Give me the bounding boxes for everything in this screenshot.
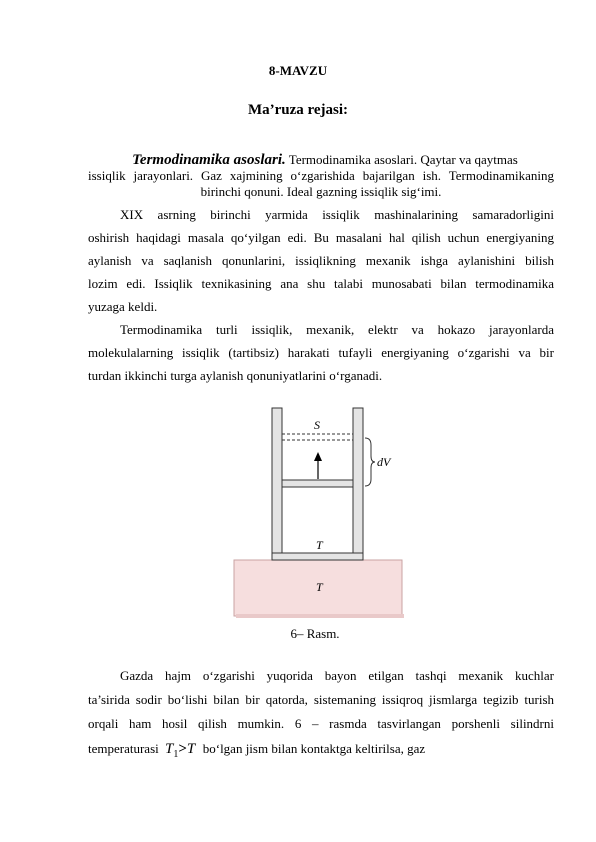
paragraph-line: molekulalarning issiqlik (tartibsiz) harakati tufayli energiyaning o‘zgarishi va bir — [88, 345, 554, 360]
paragraph-line: XIX asrning birinchi yarmida issiqlik mashinalarining samaradorligini — [120, 207, 554, 222]
formula-greater: > — [178, 741, 187, 757]
summary-lead: Termodinamika asoslari. — [132, 152, 286, 168]
summary-line-1 — [88, 152, 554, 168]
cylinder-left-wall — [272, 408, 282, 560]
paragraph-1 — [88, 203, 554, 318]
topic-heading: 8-MAVZU — [268, 63, 328, 78]
figure-caption: 6– Rasm. — [290, 626, 340, 641]
paragraph-2 — [88, 318, 554, 387]
summary-line-2: issiqlik jarayonlari. Gaz xajmining o‘zgarishida bajarilgan ish. Termodinamikaning — [88, 168, 554, 183]
paragraph-line: Gazda hajm o‘zgarishi yuqorida bayon etilgan tashqi mexanik kuchlar — [120, 668, 554, 683]
summary-line1-rest: Termodinamika asoslari. Qaytar va qaytmas — [285, 152, 518, 167]
paragraph-3 — [88, 664, 554, 768]
piston-cylinder-figure — [232, 400, 404, 622]
summary-block — [88, 152, 554, 200]
cylinder-base — [272, 553, 363, 560]
paragraph-line: turdan ikkinchi turga aylanish qonuniyatlarini o‘rganadi. — [88, 368, 383, 383]
label-t-body: T — [316, 580, 323, 594]
label-dv: dV — [377, 455, 391, 469]
formula-t1: T — [165, 741, 174, 757]
label-t-gas: T — [316, 538, 323, 552]
hot-body-shadow — [236, 614, 404, 618]
formula — [165, 741, 199, 760]
dv-brace — [365, 438, 375, 486]
piston-cylinder-diagram — [232, 400, 404, 622]
lecture-plan-title: Ma’ruza rejasi: — [247, 102, 349, 118]
paragraph-line: ta’sirida sodir bo‘lishi bilan bir qatorda, sistemaning issiqroq jismlarga tegizib turish — [88, 692, 554, 707]
paragraph-line: Termodinamika turli issiqlik, mexanik, elektr va hokazo jarayonlarda — [120, 322, 554, 337]
paragraph-line: oshirish haqidagi masala qo‘yilgan edi. Bu masalani hal qilish uchun energiyaning — [88, 230, 554, 245]
label-s: S — [314, 418, 320, 432]
formula-t: T — [186, 741, 195, 757]
paragraph3-last-suffix: bo‘lgan jism bilan kontaktga keltirilsa, gaz — [202, 741, 426, 756]
paragraph-line: aylanish va saqlanish qonunlarini, issiqlikning mexanik ishga aylanishini bilish — [88, 253, 554, 268]
motion-arrow-head — [314, 452, 322, 461]
cylinder-right-wall — [353, 408, 363, 560]
paragraph-line: orqali ham hosil qilish mumkin. 6 – rasmda tasvirlangan porshenli silindrni — [88, 716, 554, 731]
summary-line-3: birinchi qonuni. Ideal gazning issiqlik sig‘imi. — [200, 184, 442, 199]
paragraph-last-line — [88, 736, 554, 768]
paragraph-line: lozim edi. Issiqlik texnikasining ana shu talabi munosabati bilan termodinamika — [88, 276, 554, 291]
piston — [282, 480, 353, 487]
temperature-word: temperaturasi — [88, 741, 159, 756]
paragraph-line: yuzaga keldi. — [88, 299, 158, 314]
formula-subscript: 1 — [173, 749, 179, 760]
